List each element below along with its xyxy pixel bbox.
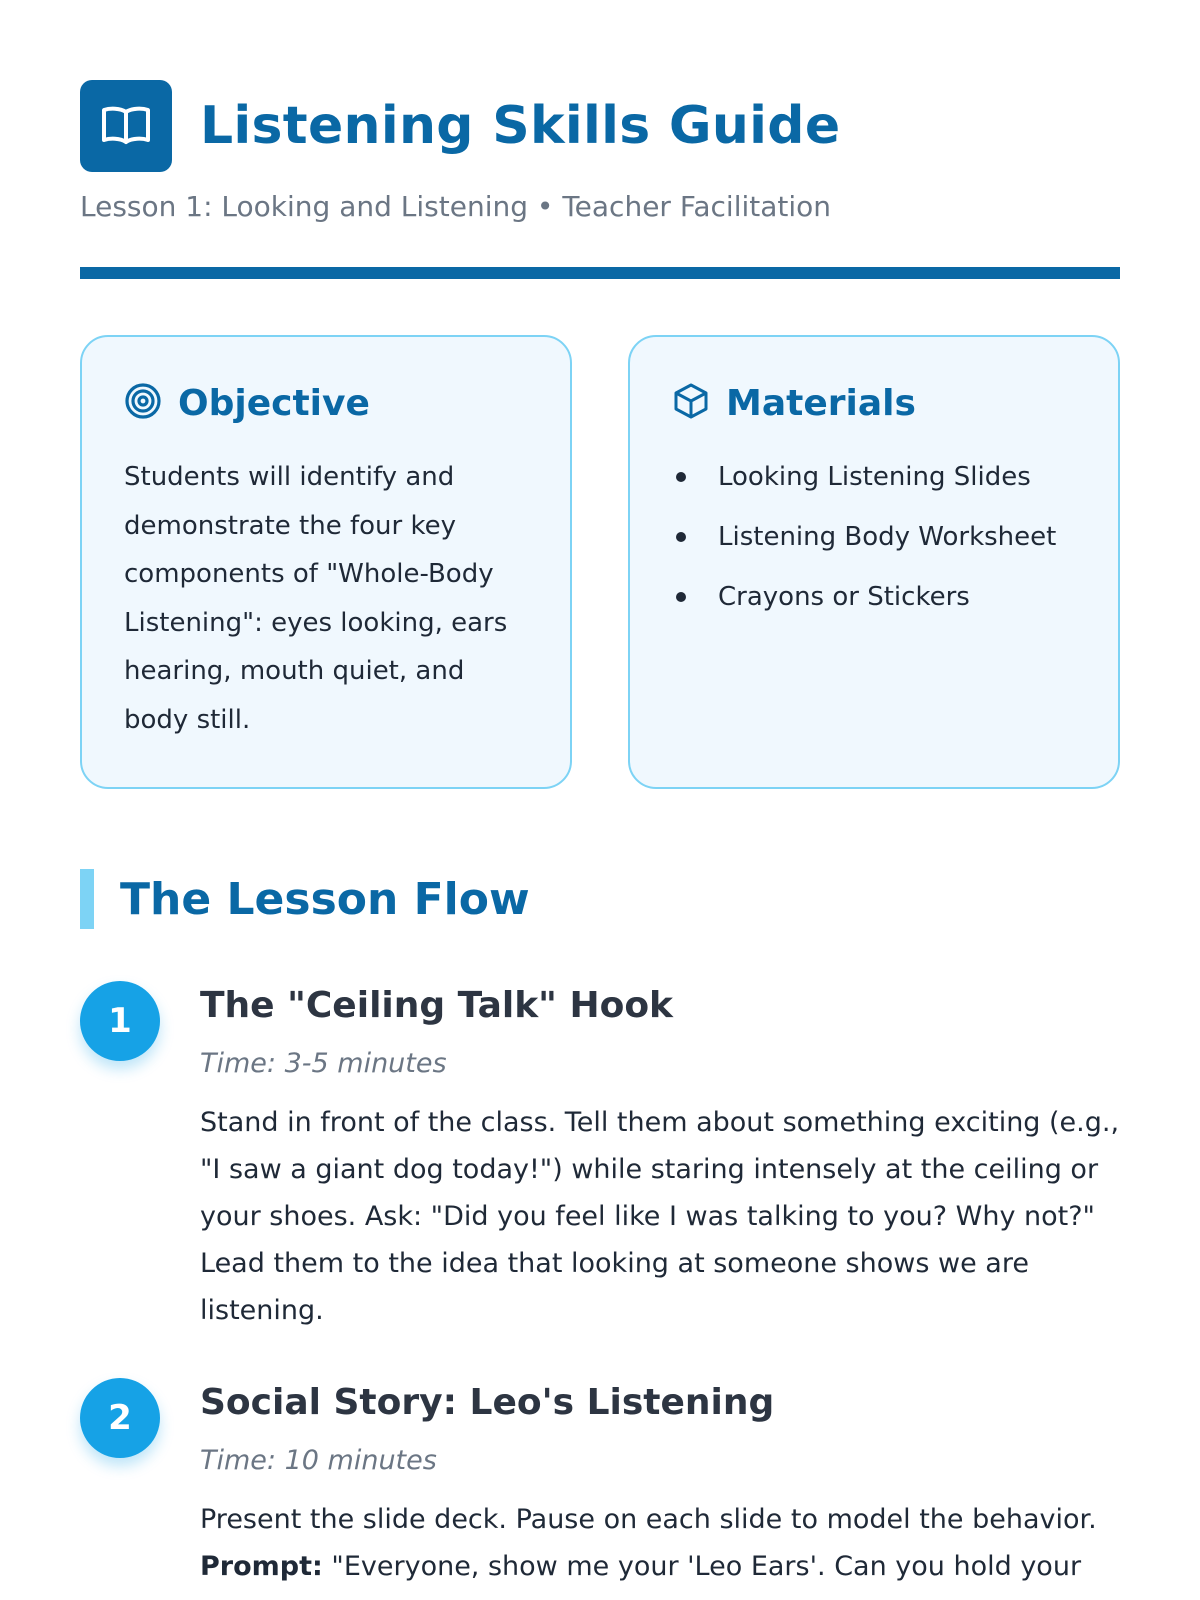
materials-card — [628, 335, 1120, 789]
material-label: Looking Listening Slides — [718, 462, 1031, 492]
list-item — [672, 507, 1076, 567]
material-label: Listening Body Worksheet — [718, 522, 1057, 552]
bullet-icon — [676, 472, 686, 482]
materials-title: Materials — [726, 382, 916, 424]
lesson-steps — [80, 981, 1120, 1590]
step-description — [200, 1496, 1120, 1590]
cube-icon — [672, 382, 710, 424]
info-cards — [80, 335, 1120, 789]
open-book-icon — [80, 80, 172, 172]
bullet-icon — [676, 532, 686, 542]
list-item — [672, 447, 1076, 507]
header — [80, 80, 1120, 172]
step-time: Time: 3-5 minutes — [200, 1048, 447, 1079]
step-title: Social Story: Leo's Listening — [200, 1382, 775, 1423]
objective-title: Objective — [178, 382, 370, 424]
page-title: Listening Skills Guide — [200, 96, 841, 156]
step-content — [200, 981, 1120, 1334]
list-item — [672, 567, 1076, 627]
material-label: Crayons or Stickers — [718, 582, 970, 612]
step-description-text: Present the slide deck. Pause on each slide to model the behavior. — [200, 1504, 1097, 1535]
lesson-step — [80, 981, 1120, 1334]
materials-header — [672, 383, 1076, 423]
lesson-step — [80, 1378, 1120, 1590]
prompt-text: "Everyone, show me your 'Leo Ears'. Can you hold your — [331, 1551, 1082, 1582]
step-time: Time: 10 minutes — [200, 1445, 437, 1476]
header-divider — [80, 267, 1120, 279]
lesson-flow-heading — [80, 869, 1120, 929]
objective-card — [80, 335, 572, 789]
step-number-badge: 2 — [80, 1378, 160, 1458]
materials-list — [672, 447, 1076, 627]
step-title: The "Ceiling Talk" Hook — [200, 985, 673, 1026]
target-icon — [124, 382, 162, 424]
page-subtitle: Lesson 1: Looking and Listening • Teacher Facilitation — [80, 190, 832, 223]
bullet-icon — [676, 592, 686, 602]
prompt-label: Prompt: — [200, 1551, 323, 1582]
section-title: The Lesson Flow — [120, 873, 530, 925]
step-description: Stand in front of the class. Tell them about something exciting (e.g., "I saw a giant dog today!") while staring intensely at the ceiling or your shoes. Ask: "Did you feel like I was talking to you? Why not?" Lead them to the idea that looking at someone shows we are listening. — [200, 1107, 1120, 1326]
objective-header — [124, 383, 528, 423]
step-content — [200, 1378, 1120, 1590]
section-accent-bar — [80, 869, 94, 929]
objective-text: Students will identify and demonstrate the four key components of "Whole-Body Listening": eyes looking, ears hearing, mouth quiet, and body still. — [124, 462, 508, 735]
step-number-badge: 1 — [80, 981, 160, 1061]
